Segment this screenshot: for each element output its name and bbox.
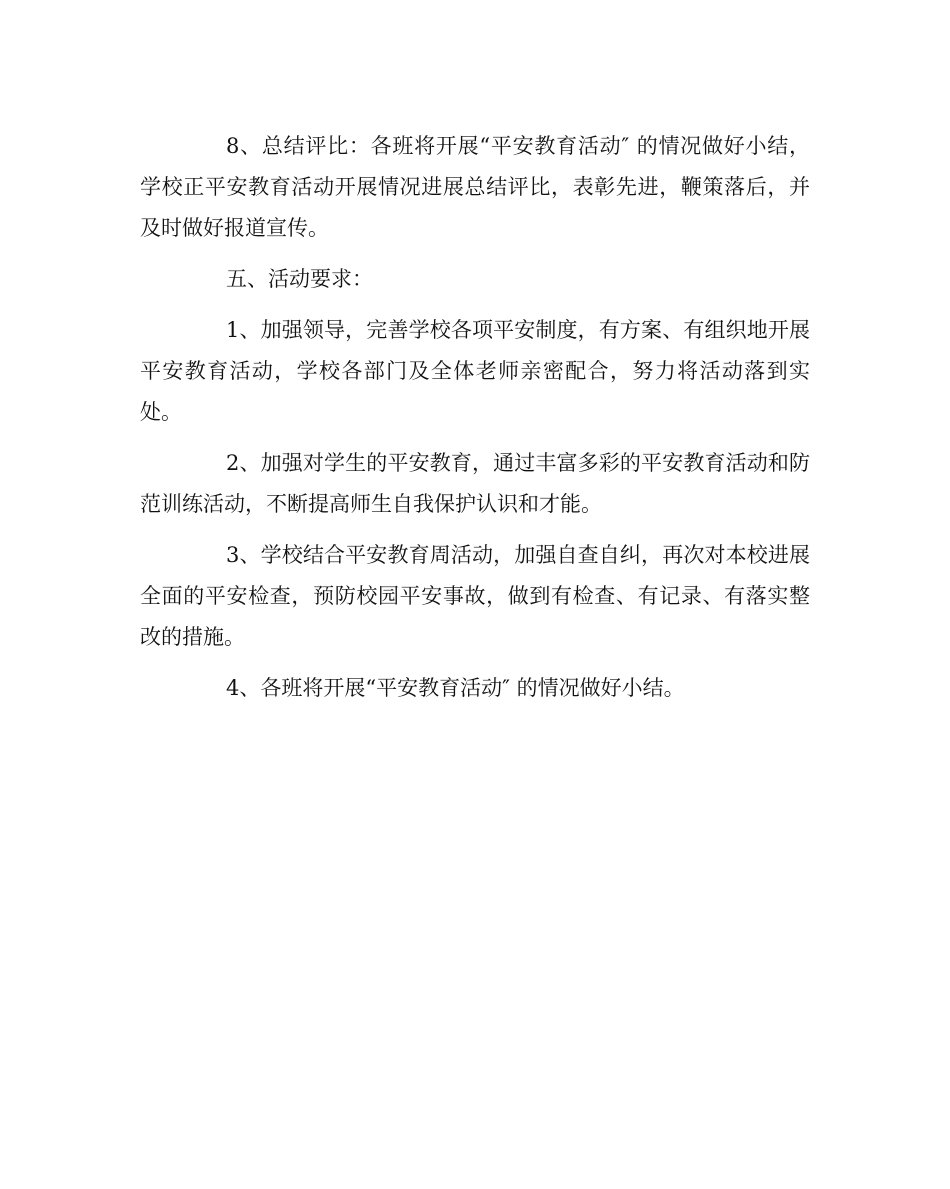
paragraph-requirement-2: 2、加强对学生的平安教育，通过丰富多彩的平安教育活动和防范训练活动，不断提高师生自我保护认识和才能。 (140, 451, 810, 516)
paragraph-requirement-3: 3、学校结合平安教育周活动，加强自查自纠，再次对本校进展全面的平安检查，预防校园平安事故，做到有检查、有记录、有落实整改的措施。 (140, 543, 810, 649)
document-body (140, 126, 810, 719)
paragraph-requirement-1: 1、加强领导，完善学校各项平安制度，有方案、有组织地开展平安教育活动，学校各部门及全体老师亲密配合，努力将活动落到实处。 (140, 318, 810, 424)
paragraph-summary-evaluation: 8、总结评比：各班将开展“平安教育活动″ 的情况做好小结，学校正平安教育活动开展情况进展总结评比，表彰先进，鞭策落后，并及时做好报道宣传。 (140, 134, 810, 240)
section-heading-activity-requirements: 五、活动要求： (226, 267, 373, 291)
paragraph-requirement-4: 4、各班将开展“平安教育活动″ 的情况做好小结。 (226, 676, 685, 700)
